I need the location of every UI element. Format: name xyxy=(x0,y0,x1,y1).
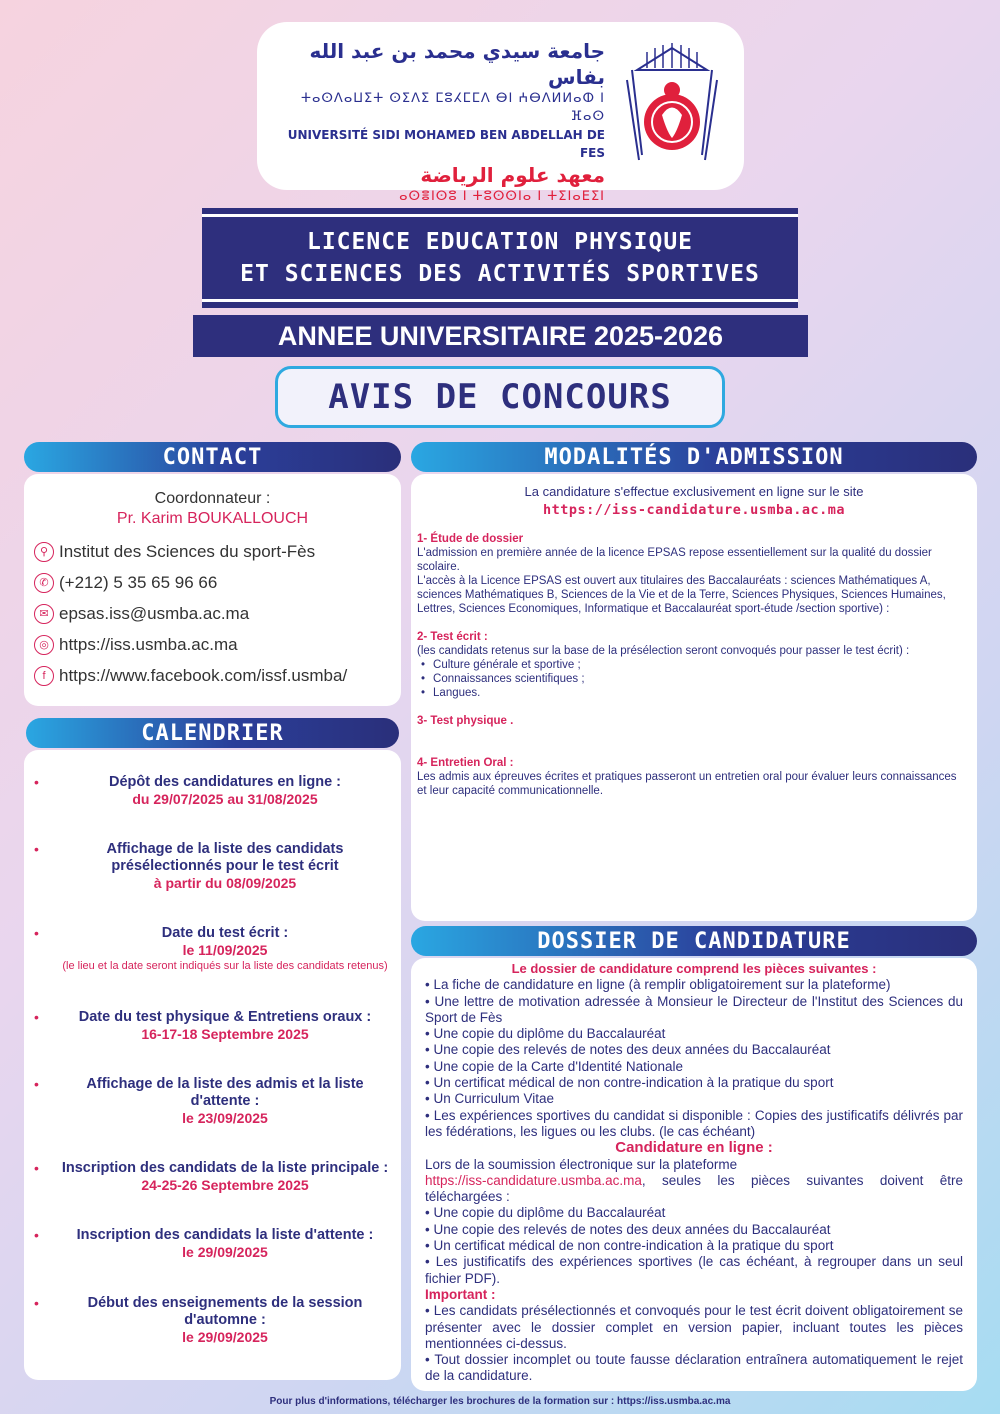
admission-panel xyxy=(411,474,977,921)
calendar-item xyxy=(34,925,394,974)
calendar-heading: CALENDRIER xyxy=(26,718,399,748)
logo-french-university: UNIVERSITÉ SIDI MOHAMED BEN ABDELLAH DE FES xyxy=(287,128,605,160)
calendar-item xyxy=(34,774,394,808)
calendar-item-title: Inscription des candidats la liste d'attente : xyxy=(76,1227,374,1243)
institute-text: Institut des Sciences du sport-Fès xyxy=(59,541,316,561)
contact-panel xyxy=(24,474,401,706)
step-2-list xyxy=(417,658,969,700)
online-item: • Une copie du diplôme du Baccalauréat xyxy=(425,1205,666,1221)
calendar-item-date: le 29/09/2025 xyxy=(182,1244,268,1260)
dossier-item: • Une copie de la Carte d'Identité Nationale xyxy=(425,1058,683,1074)
dossier-item: • Une copie du diplôme du Baccalauréat xyxy=(425,1026,666,1042)
calendar-item xyxy=(34,1295,394,1346)
dossier-item: • Une lettre de motivation adressée à Monsieur le Directeur de l'Institut des Sciences du Sport de Fès xyxy=(425,993,963,1025)
calendar-item xyxy=(34,1160,394,1194)
online-heading: Candidature en ligne : xyxy=(615,1139,773,1157)
important-label: Important : xyxy=(425,1286,496,1302)
contact-institute xyxy=(34,536,401,567)
mail-icon: ✉ xyxy=(34,604,54,624)
website-link[interactable]: https://iss.usmba.ac.ma xyxy=(59,634,238,654)
online-item: • Une copie des relevés de notes des deux années du Baccalauréat xyxy=(425,1221,831,1237)
avis-box xyxy=(275,366,725,428)
dossier-item: • Une copie des relevés de notes des deux années du Baccalauréat xyxy=(425,1042,831,1058)
globe-icon: ◎ xyxy=(34,635,54,655)
step-1-text-2: L'accès à la Licence EPSAS est ouvert aux titulaires des Baccalauréats : sciences Mathématiques A, sciences Mathématiques B, Sciences de la Vie et de la Terre, Sciences Physiques, Sciences Humaines, Lettres, Sciences Economiques, Informatique et Baccalauréat sport-étude /section sportive) : xyxy=(417,575,946,615)
logo-tifinagh-university: ⵜⴰⵙⴷⴰⵡⵉⵜ ⵙⵉⴷⵉ ⵎⵓⵃⵎⵎⴷ ⴱⵏ ⵄⴱⴷⵍⵍⴰⵀ ⵏ ⴼⴰⵙ xyxy=(301,91,605,124)
calendar-item-title: Inscription des candidats de la liste principale : xyxy=(61,1160,389,1176)
avis-title: AVIS DE CONCOURS xyxy=(328,377,672,417)
email-link[interactable]: epsas.iss@usmba.ac.ma xyxy=(59,603,250,623)
step-1-text-1: L'admission en première année de la licence EPSAS repose essentiellement sur la qualité du dossier scolaire. xyxy=(417,547,932,573)
online-intro-text-2: , seules les pièces suivantes doivent être téléchargées : xyxy=(425,1172,963,1205)
calendar-item-date: le 11/09/2025 xyxy=(182,942,268,958)
important-item: • Tout dossier incomplet ou toute fausse déclaration entraînera automatiquement le rejet de la candidature. xyxy=(425,1352,963,1384)
calendar-item xyxy=(34,1076,394,1127)
logo-tifinagh-institute: ⴰⵙⴻⵏⵙⵓ ⵏ ⵜⵓⵙⵙⵏⴰ ⵏ ⵜⵉⵏⴰⴹⵉⵏ xyxy=(399,189,605,204)
bullet-icon: • xyxy=(34,925,39,941)
contact-website[interactable] xyxy=(34,629,401,660)
bullet-icon: • xyxy=(34,1227,39,1243)
academic-year-band: ANNEE UNIVERSITAIRE 2025-2026 xyxy=(193,315,808,357)
online-item: • Les justificatifs des expériences sportives (le cas échéant, à regrouper dans un seul fichier PDF). xyxy=(425,1254,963,1286)
calendar-item xyxy=(34,1009,394,1043)
bullet-icon: • xyxy=(34,1160,39,1176)
contact-heading: CONTACT xyxy=(24,442,401,472)
dossier-item: • Un certificat médical de non contre-indication à la pratique du sport xyxy=(425,1075,834,1091)
calendar-item-date: le 29/09/2025 xyxy=(182,1329,268,1345)
bullet-icon: • xyxy=(34,1009,39,1025)
coordinator-name: Pr. Karim BOUKALLOUCH xyxy=(116,510,309,527)
contact-phone[interactable] xyxy=(34,567,401,598)
dossier-intro: Le dossier de candidature comprend les pièces suivantes : xyxy=(511,961,877,976)
logo-text xyxy=(285,38,605,228)
step-2-text: (les candidats retenus sur la base de la présélection seront convoqués pour passer le test écrit) : xyxy=(417,645,910,657)
online-platform-link[interactable]: https://iss-candidature.usmba.ac.ma xyxy=(425,1172,642,1188)
list-item: • Langues. xyxy=(421,686,969,700)
admission-intro: La candidature s'effectue exclusivement en ligne sur le site xyxy=(524,484,864,499)
calendar-item-date: du 29/07/2025 au 31/08/2025 xyxy=(132,791,318,807)
dossier-item: • Les expériences sportives du candidat si disponible : Copies des justificatifs délivrés par les fédérations, les ligues ou les clubs. (le cas échéant) xyxy=(425,1107,963,1139)
dossier-heading: DOSSIER DE CANDIDATURE xyxy=(411,926,977,956)
footer-note: Pour plus d'informations, télécharger les brochures de la formation sur : https://iss.usmba.ac.ma xyxy=(269,1396,731,1407)
bullet-icon: • xyxy=(34,1295,39,1311)
logo-arabic-institute: معهد علوم الرياضة xyxy=(420,163,605,187)
bullet-icon: • xyxy=(34,841,39,857)
university-emblem-icon xyxy=(617,40,727,170)
step-4-text: Les admis aux épreuves écrites et pratiques passeront un entretien oral pour évaluer leurs connaissances et leur capacité communicationnelle. xyxy=(417,771,957,797)
important-item: • Les candidats présélectionnés et convoqués pour le test écrit doivent obligatoirement se présenter avec le dossier complet en version papier, incluant toutes les pièces mentionnées ci-dessus. xyxy=(425,1303,963,1351)
logo-arabic-university: جامعة سيدي محمد بن عبد الله بفاس xyxy=(309,39,605,89)
logo-card xyxy=(257,22,744,204)
step-3-title: 3- Test physique . xyxy=(417,715,514,727)
contact-email[interactable] xyxy=(34,598,401,629)
dossier-panel xyxy=(411,958,977,1391)
person-icon: ⚲ xyxy=(34,542,54,562)
dossier-item: • La fiche de candidature en ligne (à remplir obligatoirement sur la plateforme) xyxy=(425,977,891,993)
phone-text[interactable]: (+212) 5 35 65 96 66 xyxy=(59,572,218,592)
calendar-item-title: Affichage de la liste des admis et la liste d'attente : xyxy=(86,1076,364,1109)
dossier-item: • Un Curriculum Vitae xyxy=(425,1091,555,1107)
calendar-item-title: Affichage de la liste des candidats présélectionnés pour le test écrit xyxy=(106,841,344,874)
admission-body xyxy=(411,532,977,798)
contact-facebook[interactable] xyxy=(34,660,401,691)
facebook-icon: f xyxy=(34,666,54,686)
calendar-item-title: Date du test physique & Entretiens oraux : xyxy=(78,1009,372,1025)
dossier-body xyxy=(411,958,977,1385)
online-intro xyxy=(425,1157,963,1206)
admission-heading: MODALITÉS D'ADMISSION xyxy=(411,442,977,472)
bullet-icon: • xyxy=(34,1076,39,1092)
calendar-item xyxy=(34,1227,394,1261)
phone-icon: ✆ xyxy=(34,573,54,593)
calendar-item-date: à partir du 08/09/2025 xyxy=(153,875,297,891)
calendar-item-date: 16-17-18 Septembre 2025 xyxy=(141,1026,309,1042)
calendar-item-note: (le lieu et la date seront indiqués sur la liste des candidats retenus) xyxy=(62,960,388,972)
facebook-link[interactable]: https://www.facebook.com/issf.usmba/ xyxy=(59,665,348,685)
title-line-2: ET SCIENCES DES ACTIVITÉS SPORTIVES xyxy=(240,261,760,287)
calendar-item-date: 24-25-26 Septembre 2025 xyxy=(141,1177,309,1193)
title-band xyxy=(202,208,798,308)
list-item: • Connaissances scientifiques ; xyxy=(421,672,969,686)
list-item: • Culture générale et sportive ; xyxy=(421,658,969,672)
bullet-icon: • xyxy=(34,774,39,790)
calendar-item xyxy=(34,841,394,892)
calendar-item-title: Date du test écrit : xyxy=(161,925,289,941)
step-4-title: 4- Entretien Oral : xyxy=(417,757,514,769)
step-2-title: 2- Test écrit : xyxy=(417,631,488,643)
calendar-item-date: le 23/09/2025 xyxy=(182,1110,268,1126)
calendar-item-title: Début des enseignements de la session d'automne : xyxy=(87,1295,363,1328)
online-item: • Un certificat médical de non contre-indication à la pratique du sport xyxy=(425,1238,834,1254)
calendar-item-title: Dépôt des candidatures en ligne : xyxy=(108,774,342,790)
candidature-url-link[interactable]: https://iss-candidature.usmba.ac.ma xyxy=(543,502,845,518)
step-1-title: 1- Étude de dossier xyxy=(417,533,524,545)
calendar-panel xyxy=(24,750,401,1380)
coordinator-label: Coordonnateur : xyxy=(154,490,271,507)
title-line-1: LICENCE EDUCATION PHYSIQUE xyxy=(306,229,694,255)
online-intro-text: Lors de la soumission électronique sur la plateforme xyxy=(425,1156,738,1172)
